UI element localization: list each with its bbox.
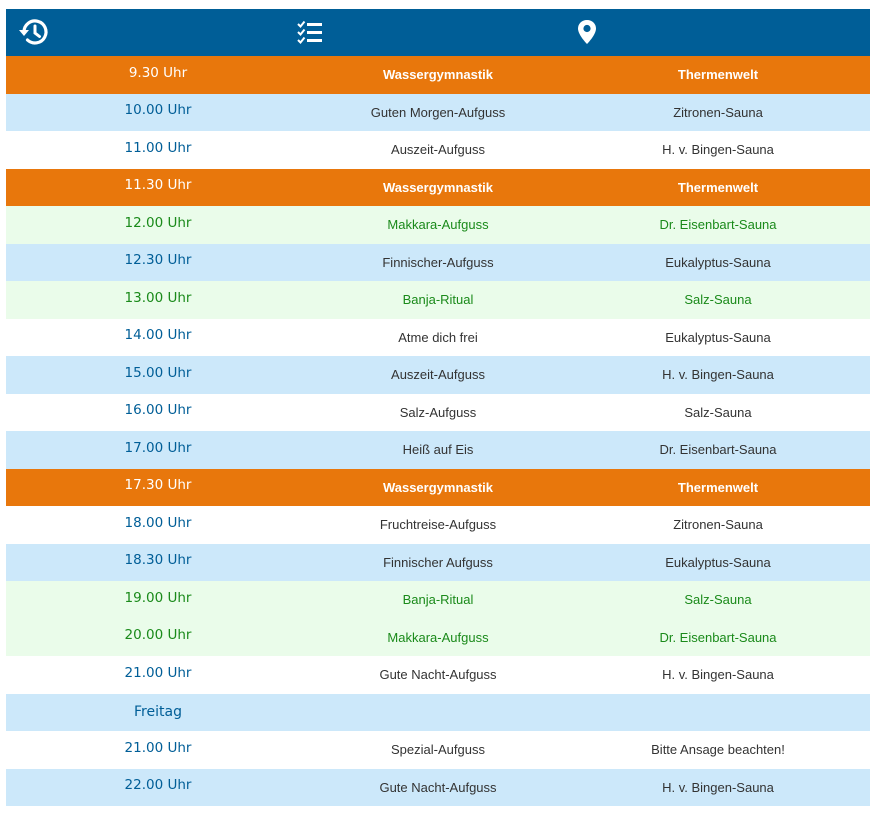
schedule-row: [6, 206, 870, 244]
schedule-row: [6, 169, 870, 207]
event-cell: Makkara-Aufguss: [387, 629, 489, 645]
location-cell: Salz-Sauna: [684, 592, 752, 608]
time-cell: 16.00 Uhr: [124, 402, 192, 419]
schedule-row: [6, 619, 870, 657]
location-cell: Thermenwelt: [677, 479, 759, 495]
time-cell: 12.30 Uhr: [124, 252, 192, 269]
location-cell: H. v. Bingen-Sauna: [662, 367, 774, 383]
schedule-row: [6, 694, 870, 732]
location-cell: H. v. Bingen-Sauna: [662, 667, 774, 683]
location-cell: Zitronen-Sauna: [673, 517, 763, 533]
event-cell: Gute Nacht-Aufguss: [379, 667, 497, 683]
time-cell: 21.00 Uhr: [124, 739, 192, 756]
schedule-row: [6, 244, 870, 282]
schedule-row: [6, 544, 870, 582]
location-cell: Eukalyptus-Sauna: [665, 254, 771, 270]
event-cell: Banja-Ritual: [402, 592, 474, 608]
schedule-row: [6, 356, 870, 394]
event-cell: Finnischer Aufguss: [383, 554, 493, 570]
event-cell: Wassergymnastik: [382, 179, 494, 195]
schedule-row: [6, 394, 870, 432]
time-cell: 21.00 Uhr: [124, 664, 192, 681]
schedule-row: [6, 319, 870, 357]
event-cell: Guten Morgen-Aufguss: [370, 104, 506, 120]
location-cell: Salz-Sauna: [684, 292, 752, 308]
event-cell: Auszeit-Aufguss: [391, 142, 485, 158]
schedule-header: [6, 9, 870, 56]
location-cell: Bitte Ansage beachten!: [651, 742, 785, 758]
time-cell: 10.00 Uhr: [124, 102, 192, 119]
time-cell: 18.00 Uhr: [124, 514, 192, 531]
schedule-row: [6, 656, 870, 694]
time-cell: 15.00 Uhr: [124, 364, 192, 381]
schedule-row: [6, 56, 870, 94]
event-cell: Spezial-Aufguss: [391, 742, 485, 758]
schedule-rows: [6, 56, 870, 806]
event-cell: Heiß auf Eis: [402, 442, 474, 458]
location-cell: Dr. Eisenbart-Sauna: [659, 629, 777, 645]
location-cell: Thermenwelt: [677, 179, 759, 195]
time-cell: 17.30 Uhr: [124, 477, 192, 494]
schedule-row: [6, 94, 870, 132]
time-cell: 11.30 Uhr: [124, 177, 192, 194]
location-cell: Salz-Sauna: [684, 404, 752, 420]
location-cell: Eukalyptus-Sauna: [665, 554, 771, 570]
schedule-row: [6, 281, 870, 319]
schedule-row: [6, 731, 870, 769]
history-icon: [18, 17, 50, 47]
schedule-row: [6, 506, 870, 544]
sauna-schedule: [6, 9, 870, 806]
location-cell: Zitronen-Sauna: [673, 104, 763, 120]
time-cell: 13.00 Uhr: [124, 289, 192, 306]
location-cell: H. v. Bingen-Sauna: [662, 142, 774, 158]
location-cell: Dr. Eisenbart-Sauna: [659, 217, 777, 233]
event-cell: Wassergymnastik: [382, 67, 494, 83]
event-cell: Atme dich frei: [398, 329, 478, 345]
event-cell: Finnischer-Aufguss: [382, 254, 494, 270]
event-cell: Wassergymnastik: [382, 479, 494, 495]
time-cell: Freitag: [134, 704, 182, 721]
event-cell: Gute Nacht-Aufguss: [379, 779, 497, 795]
location-cell: Thermenwelt: [677, 67, 759, 83]
schedule-row: [6, 431, 870, 469]
event-cell: Makkara-Aufguss: [387, 217, 489, 233]
schedule-row: [6, 769, 870, 807]
location-cell: Dr. Eisenbart-Sauna: [659, 442, 777, 458]
location-cell: Eukalyptus-Sauna: [665, 329, 771, 345]
time-cell: 20.00 Uhr: [124, 627, 192, 644]
schedule-row: [6, 469, 870, 507]
schedule-row: [6, 581, 870, 619]
time-cell: 17.00 Uhr: [124, 439, 192, 456]
time-cell: 12.00 Uhr: [124, 214, 192, 231]
location-cell: H. v. Bingen-Sauna: [662, 779, 774, 795]
schedule-row: [6, 131, 870, 169]
event-cell: Fruchtreise-Aufguss: [379, 517, 497, 533]
time-cell: 9.30 Uhr: [128, 64, 188, 81]
time-cell: 19.00 Uhr: [124, 589, 192, 606]
time-cell: 11.00 Uhr: [124, 139, 192, 156]
checklist-icon: [296, 17, 326, 47]
time-cell: 14.00 Uhr: [124, 327, 192, 344]
event-cell: Banja-Ritual: [402, 292, 474, 308]
time-cell: 18.30 Uhr: [124, 552, 192, 569]
location-pin-icon: [576, 17, 598, 47]
time-cell: 22.00 Uhr: [124, 777, 192, 794]
event-cell: Auszeit-Aufguss: [391, 367, 485, 383]
event-cell: Salz-Aufguss: [399, 404, 477, 420]
